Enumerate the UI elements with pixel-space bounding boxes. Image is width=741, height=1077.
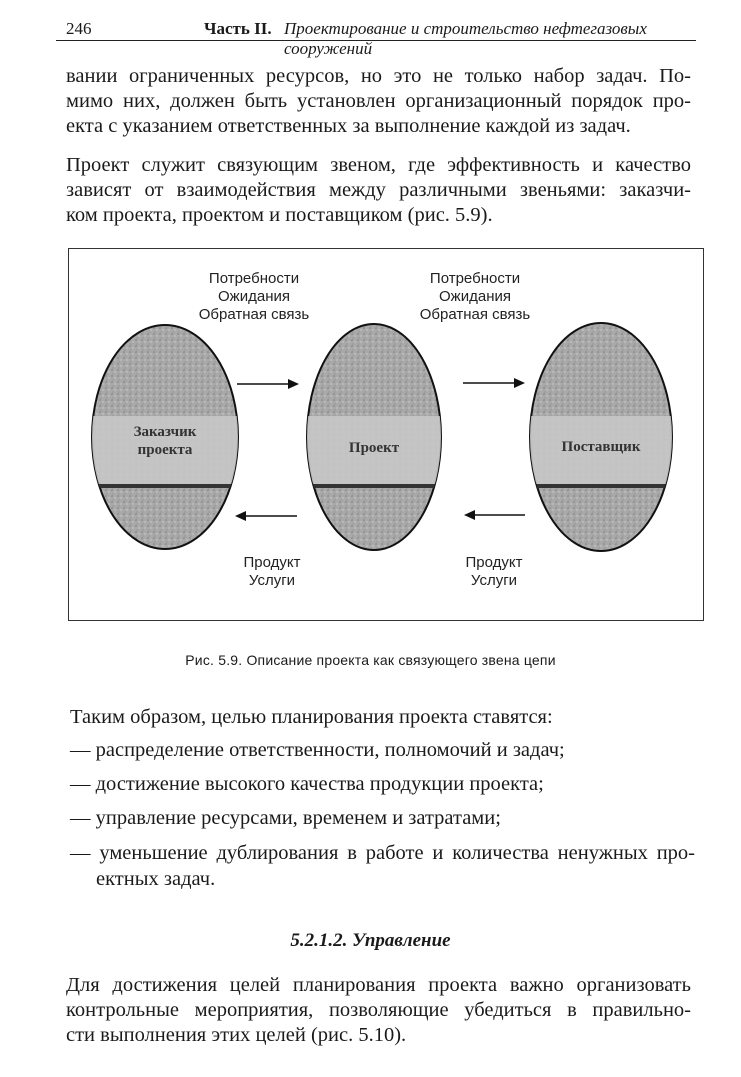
list-item: — достижение высокого качества продукции проекта; xyxy=(70,773,544,795)
paragraph-3 xyxy=(66,973,691,1048)
running-header xyxy=(56,18,696,58)
label-feedback: Обратная связь xyxy=(198,306,310,323)
client-label-line1: Заказчик xyxy=(133,424,197,440)
section-subheading: 5.2.1.2. Управление xyxy=(290,930,451,951)
bottom-right-labels xyxy=(466,554,523,589)
page-number: 246 xyxy=(66,19,92,38)
paragraph-1 xyxy=(66,64,691,139)
project-label: Проект xyxy=(348,440,400,456)
top-right-labels xyxy=(420,270,531,323)
supplier-label: Поставщик xyxy=(561,439,641,455)
header-title: Проектирование и строительство нефтегазовых сооружений xyxy=(284,19,647,58)
list-item: — управление ресурсами, временем и затратами; xyxy=(70,807,501,829)
paragraph-line: екта с указанием ответственных за выполнение каждой из задач. xyxy=(66,115,631,137)
ellipse-supplier xyxy=(524,323,684,551)
label-services: Услуги xyxy=(248,572,296,589)
arrow-left-2 xyxy=(464,510,525,520)
paragraph-line: вании ограниченных ресурсов, но это не только набор задач. По- xyxy=(66,65,691,87)
label-expectations: Ожидания xyxy=(439,288,511,305)
paragraph-2 xyxy=(66,153,691,228)
list-item: — уменьшение дублирования в работе и количества ненужных про- xyxy=(70,842,695,864)
arrow-right-1 xyxy=(237,379,299,389)
ellipse-project xyxy=(299,324,449,550)
figure-diagram xyxy=(68,248,704,621)
label-services: Услуги xyxy=(470,572,518,589)
label-product: Продукт xyxy=(465,554,523,571)
part-label: Часть II. xyxy=(204,19,272,38)
arrow-left-1 xyxy=(235,511,297,521)
paragraph-line: контрольные мероприятия, позволяющие убедиться в правильно- xyxy=(66,999,691,1021)
paragraph-line: ком проекта, проектом и поставщиком (рис. 5.9). xyxy=(66,204,493,226)
top-left-labels xyxy=(199,270,310,323)
paragraph-line: мимо них, должен быть установлен организационный порядок про- xyxy=(66,90,691,112)
arrow-right-2 xyxy=(463,378,525,388)
list-item: — распределение ответственности, полномочий и задач; xyxy=(70,739,565,761)
paragraph-line: зависят от взаимодействия между различными звеньями: заказчи- xyxy=(66,179,691,201)
client-label-line2: проекта xyxy=(137,442,193,458)
bottom-left-labels xyxy=(244,554,301,589)
list-intro: Таким образом, целью планирования проекта ставятся: xyxy=(70,706,553,728)
list-item-continuation: ектных задач. xyxy=(96,868,216,890)
ellipse-client xyxy=(89,325,249,549)
chain-diagram xyxy=(69,249,705,622)
label-needs: Потребности xyxy=(429,270,521,287)
label-needs: Потребности xyxy=(208,270,300,287)
paragraph-line: сти выполнения этих целей (рис. 5.10). xyxy=(66,1024,407,1046)
label-feedback: Обратная связь xyxy=(419,306,531,323)
label-product: Продукт xyxy=(243,554,301,571)
paragraph-line: Проект служит связующим звеном, где эффективность и качество xyxy=(66,154,691,176)
paragraph-line: Для достижения целей планирования проекта важно организовать xyxy=(66,974,691,996)
label-expectations: Ожидания xyxy=(218,288,290,305)
figure-caption: Рис. 5.9. Описание проекта как связующего звена цепи xyxy=(185,652,556,668)
